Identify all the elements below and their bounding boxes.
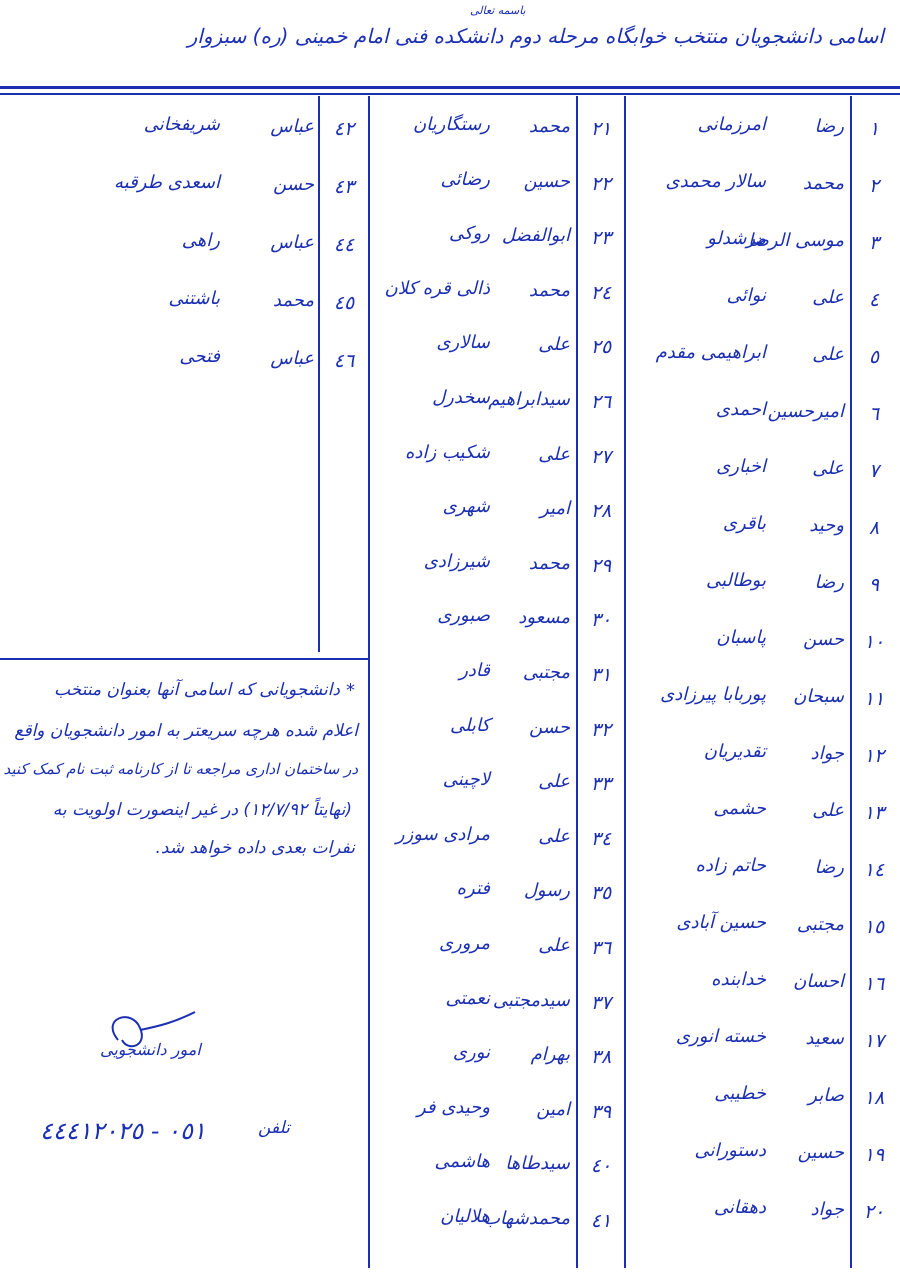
- row-number: ۲: [868, 175, 880, 197]
- last-name: نعمتی: [445, 987, 490, 1009]
- row-number: ۱٦: [863, 973, 885, 995]
- last-name: ابراهیمی مقدم: [655, 342, 766, 363]
- last-name: فتحی: [179, 346, 220, 367]
- first-name: علی: [812, 800, 844, 821]
- row-number: ۲٤: [590, 281, 612, 304]
- row-number: ٤: [868, 289, 880, 311]
- first-name: رضا: [814, 572, 844, 593]
- row-number: ۳: [868, 232, 880, 254]
- row-number: ۳۹: [590, 1100, 612, 1123]
- note-bullet: *: [346, 680, 355, 701]
- first-name: علی: [538, 935, 570, 956]
- row-number: ۱۷: [863, 1030, 885, 1052]
- first-name: امیر: [539, 498, 570, 520]
- row-number: ۲۷: [590, 445, 612, 468]
- last-name: امرزمانی: [697, 114, 766, 135]
- row-number: ۳۳: [590, 773, 612, 796]
- last-name: مرشدلو: [707, 228, 766, 249]
- note-line-5: نفرات بعدی داده خواهد شد.: [155, 838, 355, 858]
- last-name: رضائی: [440, 168, 490, 190]
- last-name: روکی: [449, 223, 490, 245]
- first-name: علی: [538, 443, 570, 465]
- first-name: مجتبی: [522, 662, 570, 683]
- last-name: مروری: [438, 933, 490, 954]
- row-number: ۱۱: [863, 688, 885, 710]
- first-name: علی: [812, 458, 844, 479]
- row-number: ۹: [868, 574, 880, 596]
- signature-text: امور دانشجویی: [100, 1040, 201, 1059]
- first-name: محمدشهاب: [483, 1208, 570, 1229]
- last-name: هاشمی: [434, 1151, 490, 1173]
- first-name: بهرام: [530, 1044, 570, 1066]
- row-number: ۳۱: [590, 664, 612, 686]
- last-name: ذالی قره کلان: [384, 277, 490, 299]
- page-title: اسامی دانشجویان منتخب خوابگاه مرحله دوم دانشکده فنی امام خمینی (ره) سبزوار: [187, 24, 884, 48]
- row-number: ۲٦: [590, 391, 612, 413]
- last-name: خسته انوری: [675, 1026, 766, 1047]
- last-name: نوائی: [726, 285, 766, 306]
- first-name: علی: [812, 287, 844, 308]
- first-name: حسین: [523, 170, 570, 192]
- row-number: ۲۲: [590, 172, 612, 195]
- row-number: ۲۰: [863, 1201, 885, 1223]
- first-name: حسن: [803, 629, 844, 650]
- note-line-3: در ساختمان اداری مراجعه تا از کارنامه ثبت نام کمک کنید: [3, 760, 358, 778]
- row-number: ٦: [868, 403, 880, 425]
- last-name: صبوری: [437, 605, 490, 627]
- row-number: ۱۳: [863, 802, 885, 824]
- last-name: تقدیریان: [703, 741, 766, 762]
- row-number: ۲۱: [590, 118, 612, 140]
- last-name: حسین آبادی: [676, 912, 766, 933]
- first-name: رضا: [814, 116, 844, 137]
- first-name: سیدابراهیم: [488, 389, 570, 410]
- last-name: شریفخانی: [143, 114, 220, 135]
- row-number: ۲۹: [590, 554, 612, 577]
- row-number: ۷: [868, 460, 880, 482]
- first-name: سبحان: [793, 686, 844, 707]
- row-number: ٤٤: [333, 234, 355, 256]
- last-name: وحیدی فر: [416, 1096, 490, 1118]
- first-name: عباس: [270, 116, 314, 137]
- last-name: شیرزادی: [423, 550, 490, 572]
- last-name: نوری: [452, 1042, 490, 1064]
- last-name: راهی: [181, 230, 220, 251]
- row-number: ٥: [868, 346, 880, 368]
- last-name: سخدرل: [432, 387, 490, 408]
- last-name: باشتنی: [168, 288, 220, 309]
- first-name: حسین: [797, 1142, 844, 1163]
- row-number: ٤٥: [333, 292, 355, 314]
- row-number: ۳٦: [590, 937, 612, 959]
- first-name: سیدمجتبی: [492, 989, 570, 1011]
- phone-label: تلفن: [258, 1118, 290, 1138]
- row-number: ۳۲: [590, 718, 612, 741]
- last-name: احمدی: [715, 399, 766, 420]
- row-number: ۱٥: [863, 916, 885, 938]
- phone-number: ٠٥١ - ٤٤٤١٢٠٢٥: [40, 1117, 206, 1145]
- first-name: امیرحسین: [767, 401, 844, 422]
- last-name: فتره: [456, 878, 490, 900]
- first-name: علی: [538, 334, 570, 356]
- row-number: ۳۸: [590, 1046, 612, 1069]
- first-name: محمد: [802, 173, 844, 194]
- row-number: ۳٤: [590, 827, 612, 850]
- first-name: محمد: [272, 290, 314, 311]
- first-name: ابوالفضل: [501, 225, 570, 247]
- last-name: پوربابا پیرزادی: [660, 684, 766, 705]
- first-name: امین: [536, 1098, 570, 1120]
- note-line-4: (نهایتاً ۱۲/۷/۹۲) در غیر اینصورت اولویت به: [52, 800, 352, 820]
- row-number: ۱۰: [863, 631, 885, 653]
- first-name: جواد: [810, 1199, 844, 1220]
- note-line-2: اعلام شده هرچه سریعتر به امور دانشجویان واقع: [14, 721, 358, 741]
- row-number: ۲۳: [590, 227, 612, 250]
- row-number: ۸: [868, 517, 880, 539]
- last-name: پاسبان: [716, 627, 766, 648]
- last-name: قادر: [459, 660, 490, 681]
- row-number: ٤۳: [333, 176, 355, 198]
- first-name: سعید: [805, 1028, 844, 1049]
- row-number: ۱٤: [863, 859, 885, 881]
- first-name: جواد: [810, 743, 844, 764]
- last-name: شکیب زاده: [405, 441, 490, 463]
- first-name: موسی الرضا: [748, 230, 844, 251]
- last-name: باقری: [722, 513, 766, 534]
- last-name: مرادی سوزر: [395, 823, 490, 845]
- last-name: بوطالبی: [705, 570, 766, 591]
- note-line-1: دانشجویانی که اسامی آنها بعنوان منتخب: [54, 680, 340, 700]
- row-number: ۱۸: [863, 1087, 885, 1109]
- row-number: ٤۰: [590, 1155, 612, 1178]
- first-name: سیدطاها: [505, 1153, 570, 1175]
- first-name: مجتبی: [796, 914, 844, 935]
- row-number: ۲٥: [590, 336, 612, 359]
- first-name: علی: [538, 825, 570, 847]
- last-name: اخباری: [716, 456, 766, 477]
- first-name: محمد: [528, 552, 570, 574]
- row-number: ۳٥: [590, 882, 612, 905]
- first-name: رضا: [814, 857, 844, 878]
- first-name: حسن: [529, 716, 570, 738]
- last-name: کابلی: [449, 714, 490, 736]
- first-name: مسعود: [518, 607, 570, 629]
- first-name: رسول: [523, 880, 570, 902]
- first-name: محمد: [528, 116, 570, 137]
- last-name: سالاری: [436, 332, 490, 354]
- last-name: خدابنده: [711, 969, 766, 990]
- first-name: علی: [538, 771, 570, 793]
- first-name: صابر: [808, 1085, 844, 1106]
- first-name: وحید: [809, 515, 844, 536]
- last-name: هلالیان: [440, 1206, 490, 1227]
- row-number: ٤٦: [333, 350, 355, 372]
- last-name: حشمی: [713, 798, 766, 819]
- last-name: دستورانی: [694, 1140, 766, 1161]
- row-number: ۱۹: [863, 1144, 885, 1166]
- first-name: احسان: [793, 971, 844, 992]
- last-name: شهری: [442, 496, 490, 518]
- row-number: ۳۰: [590, 609, 612, 632]
- last-name: لاچینی: [442, 769, 490, 791]
- first-name: عباس: [270, 348, 314, 369]
- last-name: خطیبی: [714, 1083, 766, 1104]
- basmala: باسمه تعالی: [470, 4, 526, 17]
- last-name: دهقانی: [713, 1197, 766, 1218]
- last-name: رستگاریان: [412, 114, 490, 135]
- first-name: حسن: [273, 174, 314, 195]
- row-number: ۳۷: [590, 991, 612, 1014]
- row-number: ۱: [868, 118, 880, 140]
- row-number: ۲۸: [590, 500, 612, 523]
- row-number: ٤۲: [333, 118, 355, 140]
- last-name: حاتم زاده: [695, 855, 766, 876]
- first-name: عباس: [270, 232, 314, 253]
- row-number: ۱۲: [863, 745, 885, 767]
- last-name: اسعدی طرقبه: [114, 172, 220, 193]
- row-number: ٤۱: [590, 1210, 612, 1232]
- first-name: محمد: [528, 279, 570, 301]
- first-name: علی: [812, 344, 844, 365]
- last-name: سالار محمدی: [665, 171, 766, 192]
